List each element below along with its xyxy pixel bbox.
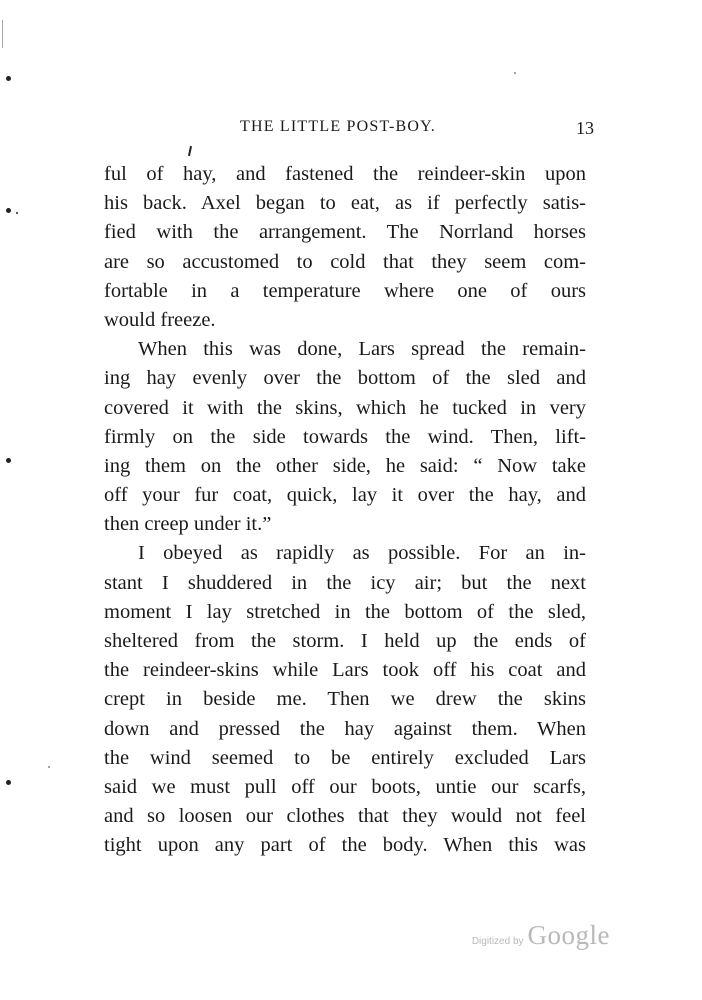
scan-speck: [6, 780, 11, 785]
text-line: ing them on the other side, he said: “ Now take: [104, 454, 586, 477]
scan-speck: [6, 458, 11, 463]
google-logo: Google: [527, 920, 610, 950]
text-line: are so accustomed to cold that they seem com-: [104, 250, 586, 273]
digitized-by-google-watermark: [472, 920, 610, 951]
text-line: sheltered from the storm. I held up the ends of: [104, 630, 586, 652]
text-line: off your fur coat, quick, lay it over the hay, and: [104, 484, 586, 507]
text-line: tight upon any part of the body. When this was: [104, 834, 586, 857]
text-line: crept in beside me. Then we drew the skins: [104, 688, 586, 711]
text-line: When this was done, Lars spread the remain-: [138, 338, 586, 361]
text-line: and so loosen our clothes that they would not feel: [104, 805, 586, 828]
watermark-prefix: Digitized by: [471, 936, 524, 947]
text-line: ful of hay, and fastened the reindeer-skin upon: [104, 163, 586, 185]
scan-speck: [6, 76, 11, 81]
scan-speck: [6, 208, 11, 213]
scan-speck: [16, 212, 18, 214]
text-line: moment I lay stretched in the bottom of the sled,: [104, 600, 586, 623]
text-line: the wind seemed to be entirely excluded Lars: [104, 746, 586, 769]
text-line: fied with the arrangement. The Norrland horses: [104, 221, 586, 244]
ink-tick-mark: [188, 146, 192, 156]
running-head: [104, 118, 594, 142]
text-line: the reindeer-skins while Lars took off his coat and: [104, 659, 586, 682]
scan-speck: [514, 72, 516, 74]
page-number: 13: [576, 118, 594, 138]
scan-speck: [2, 20, 3, 48]
text-line: down and pressed the hay against them. When: [104, 717, 586, 740]
body-text: [104, 160, 586, 861]
text-line: covered it with the skins, which he tucked in very: [104, 396, 586, 419]
text-line: stant I shuddered in the icy air; but the next: [104, 571, 586, 594]
text-line: fortable in a temperature where one of ours: [104, 279, 586, 302]
text-line: would freeze.: [104, 308, 216, 331]
text-line: I obeyed as rapidly as possible. For an in-: [138, 542, 586, 565]
text-line: firmly on the side towards the wind. Then, lift-: [104, 425, 586, 448]
scan-speck: [48, 766, 50, 768]
running-title: THE LITTLE POST-BOY.: [240, 118, 436, 135]
text-line: his back. Axel began to eat, as if perfectly satis-: [104, 192, 586, 215]
text-line: said we must pull off our boots, untie our scarfs,: [104, 775, 586, 798]
text-line: then creep under it.”: [104, 513, 272, 536]
text-line: ing hay evenly over the bottom of the sled and: [104, 367, 586, 390]
